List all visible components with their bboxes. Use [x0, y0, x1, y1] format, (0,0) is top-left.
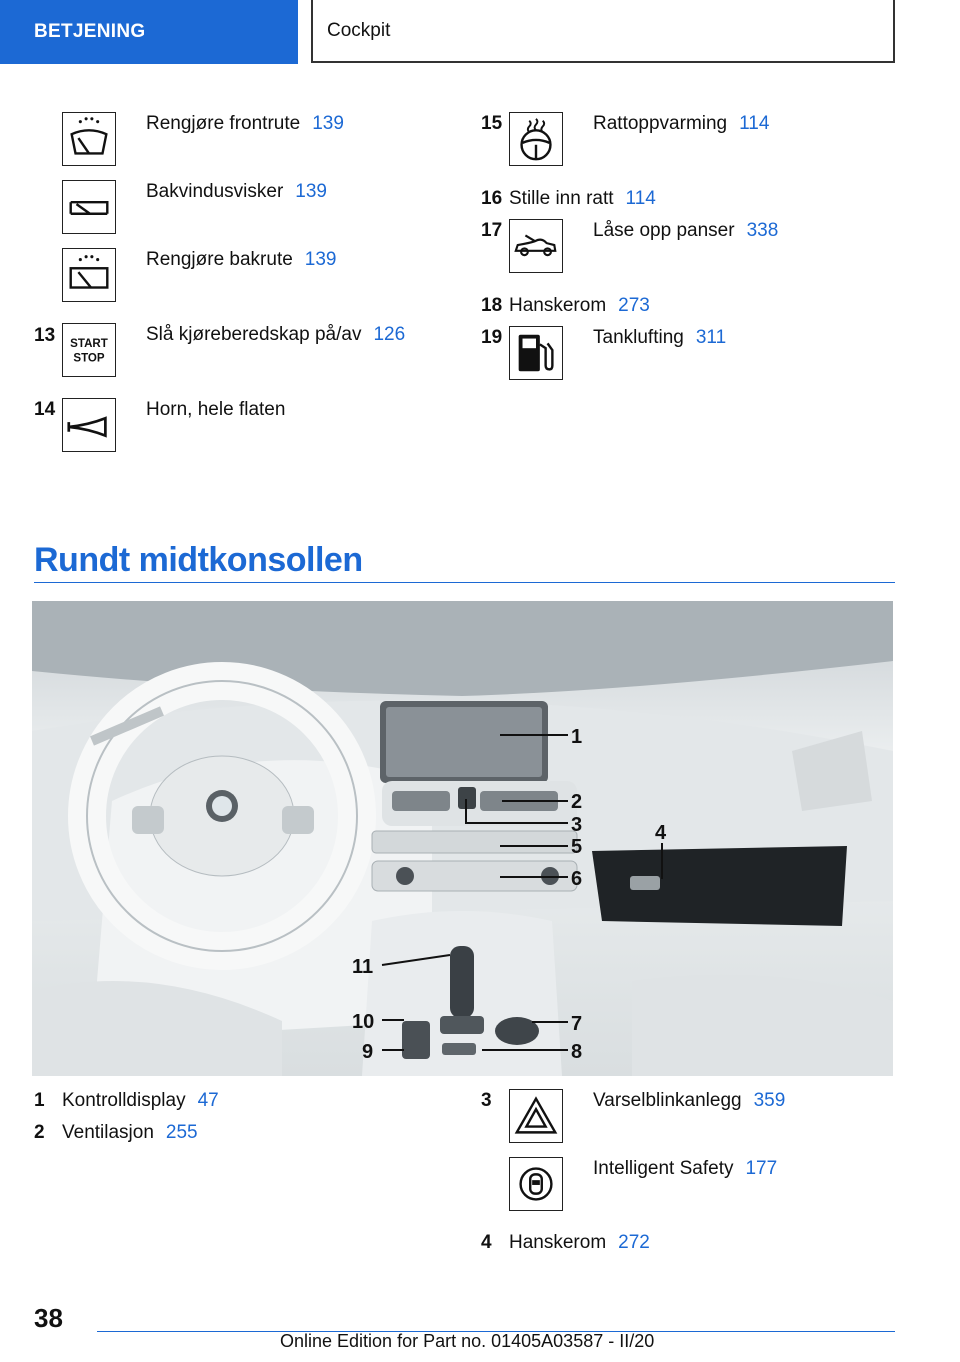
- bonnet-release-icon: [509, 219, 563, 273]
- page-reference[interactable]: 311: [695, 327, 727, 348]
- section-tab: [0, 0, 298, 64]
- page-reference[interactable]: 272: [618, 1232, 650, 1253]
- list-item: Rengjøre bakrute 139: [146, 249, 337, 270]
- steering-heating-icon: [509, 112, 563, 166]
- section-label: BETJENING: [34, 21, 146, 42]
- page-reference[interactable]: 114: [739, 113, 770, 134]
- stop-icon-text: STOP: [73, 352, 105, 365]
- rear-washer-icon: [62, 248, 116, 302]
- photo-callout: 10: [352, 1011, 375, 1033]
- list-item: Rattoppvarming 114: [593, 113, 770, 134]
- item-number: 2: [34, 1122, 45, 1143]
- list-item: Stille inn ratt 114: [509, 188, 656, 209]
- list-item: Kontrolldisplay 47: [62, 1090, 219, 1111]
- section-divider: [34, 582, 895, 583]
- rear-wiper-icon: [62, 180, 116, 234]
- fuel-pump-icon: [509, 326, 563, 380]
- list-item: Låse opp panser 338: [593, 220, 779, 241]
- item-number: 17: [481, 220, 503, 241]
- page-reference[interactable]: 359: [753, 1090, 786, 1111]
- item-number: 14: [34, 399, 56, 420]
- item-number: 13: [34, 325, 56, 346]
- page-reference[interactable]: 139: [304, 249, 337, 270]
- photo-callout: 7: [571, 1013, 583, 1035]
- photo-callout: 11: [352, 956, 374, 978]
- list-item: Hanskerom 272: [509, 1232, 650, 1253]
- list-item: Tanklufting 311: [593, 327, 727, 348]
- footer-text: Online Edition for Part no. 01405A03587 - II/20: [280, 1331, 655, 1351]
- item-number: 4: [481, 1232, 492, 1253]
- section-title: Rundt midtkonsollen: [34, 541, 363, 579]
- list-item: Slå kjøreberedskap på/av 126: [146, 324, 406, 345]
- start-icon-text: START: [70, 338, 108, 351]
- list-item: Hanskerom 273: [509, 295, 650, 316]
- photo-callout: 5: [571, 836, 583, 858]
- page-reference[interactable]: 338: [746, 220, 779, 241]
- list-item: Bakvindusvisker 139: [146, 181, 327, 202]
- item-number: 19: [481, 327, 503, 348]
- page-reference[interactable]: 255: [165, 1122, 198, 1143]
- page-reference[interactable]: 177: [745, 1158, 778, 1179]
- item-number: 15: [481, 113, 503, 134]
- list-item: Horn, hele flaten: [146, 399, 286, 420]
- windscreen-washer-icon: [62, 112, 116, 166]
- intelligent-safety-icon: [509, 1157, 563, 1211]
- page-reference[interactable]: 139: [295, 181, 327, 202]
- page-reference[interactable]: 114: [625, 188, 656, 209]
- list-item: Ventilasjon 255: [62, 1122, 198, 1143]
- list-item: Varselblinkanlegg 359: [593, 1090, 786, 1111]
- item-number: 1: [34, 1090, 45, 1111]
- photo-callout: 6: [571, 868, 583, 890]
- item-number: 16: [481, 188, 503, 209]
- photo-callout: 1: [571, 726, 583, 748]
- page-reference[interactable]: 126: [373, 324, 406, 345]
- list-item: Rengjøre frontrute 139: [146, 113, 344, 134]
- chapter-header: [311, 0, 895, 63]
- item-number: 3: [481, 1090, 492, 1111]
- horn-icon: [62, 398, 116, 452]
- start-stop-icon: [62, 323, 116, 377]
- cockpit-photo: [32, 601, 893, 1076]
- page-number: 38: [34, 1303, 63, 1333]
- photo-callout: 9: [362, 1041, 374, 1063]
- photo-callout: 4: [655, 822, 667, 844]
- photo-callout: 2: [571, 791, 583, 813]
- page-reference[interactable]: 47: [197, 1090, 219, 1111]
- photo-callout: 8: [571, 1041, 583, 1063]
- page-reference[interactable]: 139: [312, 113, 344, 134]
- photo-callout: 3: [571, 814, 583, 836]
- page-reference[interactable]: 273: [618, 295, 650, 316]
- chapter-label: Cockpit: [327, 19, 391, 41]
- item-number: 18: [481, 295, 503, 316]
- hazard-warning-icon: [509, 1089, 563, 1143]
- list-item: Intelligent Safety 177: [593, 1158, 778, 1179]
